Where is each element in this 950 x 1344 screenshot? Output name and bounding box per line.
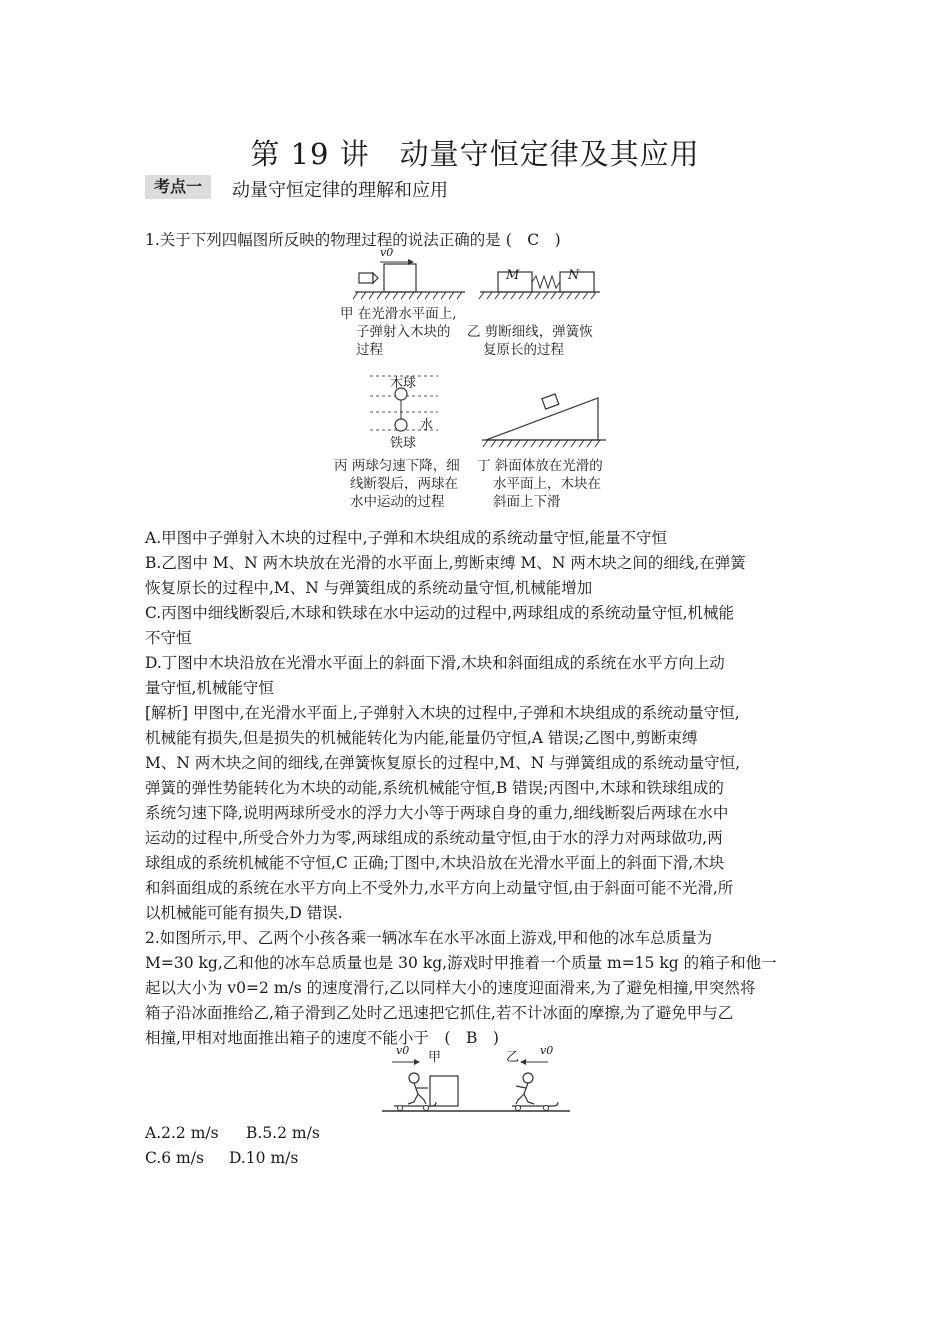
caption-yi: 乙 剪断细线，弹簧恢 复原长的过程: [467, 324, 593, 358]
fig-yi-M-label: M: [506, 268, 520, 283]
q2-option-c: C.6 m/s: [145, 1149, 204, 1167]
q1-analysis-line: 运动的过程中,所受合外力为零,两球组成的系统动量守恒,由于水的浮力对两球做功,两: [145, 829, 723, 847]
caption-jia: 甲 在光滑水平面上, 子弹射入木块的 过程: [340, 306, 457, 358]
caption-ding: 丁 斜面体放在光滑的 水平面上，木块在 斜面上下滑: [477, 458, 603, 510]
fig-jia-v0-label: v0: [380, 246, 394, 259]
q1-option-c-line1: C.丙图中细线断裂后,木球和铁球在水中运动的过程中,两球组成的系统动量守恒,机械能: [145, 604, 735, 622]
fig-bing-iron-ball-label: 铁球: [390, 436, 417, 451]
q1-option-c-line2: 不守恒: [145, 629, 192, 647]
q1-analysis-line: 系统匀速下降,说明两球所受水的浮力大小等于两球自身的重力,细线断裂后两球在水中: [145, 804, 729, 822]
figure-ding: [480, 390, 610, 448]
figure-ice-cars: [378, 1050, 578, 1116]
q1-analysis-line: 和斜面组成的系统在水平方向上不受外力,水平方向上动量守恒,由于斜面可能不光滑,所: [145, 879, 734, 897]
q2-option-d: D.10 m/s: [229, 1149, 299, 1167]
figure-yi: [478, 262, 603, 302]
section-subtitle: 动量守恒定律的理解和应用: [232, 180, 448, 201]
fig-q2-jia-label: 甲: [428, 1050, 442, 1065]
q2-stem-line: M=30 kg,乙和他的冰车总质量也是 30 kg,游戏时甲推着一个质量 m=15 kg 的箱子和他一: [145, 954, 777, 972]
q1-option-a: A.甲图中子弹射入木块的过程中,子弹和木块组成的系统动量守恒,能量不守恒: [145, 529, 667, 547]
q1-analysis-line: 球组成的系统机械能不守恒,C 正确;丁图中,木块沿放在光滑水平面上的斜面下滑,木块: [145, 854, 725, 872]
fig-q2-v0-right-label: v0: [540, 1044, 554, 1057]
q1-stem: 1.关于下列四幅图所反映的物理过程的说法正确的是 ( C ): [145, 231, 561, 249]
q1-analysis-line: 机械能有损失,但是损失的机械能转化为内能,能量仍守恒,A 错误;乙图中,剪断束缚: [145, 729, 698, 747]
q2-stem-line: 箱子沿冰面推给乙,箱子滑到乙处时乙迅速把它抓住,若不计冰面的摩擦,为了避免甲与乙: [145, 1004, 734, 1022]
fig-q2-v0-left-label: v0: [396, 1044, 410, 1057]
section-badge: 考点一: [145, 175, 211, 199]
fig-yi-N-label: N: [568, 268, 580, 283]
q1-analysis-line: M、N 两木块之间的细线,在弹簧恢复原长的过程中,M、N 与弹簧组成的系统动量守恒,: [145, 754, 741, 772]
q1-option-d-line2: 量守恒,机械能守恒: [145, 679, 274, 697]
q1-option-d-line1: D.丁图中木块沿放在光滑水平面上的斜面下滑,木块和斜面组成的系统在水平方向上动: [145, 654, 725, 672]
q1-analysis-line: 以机械能可能有损失,D 错误.: [145, 904, 343, 922]
fig-bing-wood-ball-label: 木球: [390, 376, 417, 391]
fig-q2-yi-label: 乙: [506, 1050, 520, 1065]
q2-stem-line: 起以大小为 v0=2 m/s 的速度滑行,乙以同样大小的速度迎面滑来,为了避免相撞,甲突然将: [145, 979, 756, 997]
q1-analysis-line: [解析] 甲图中,在光滑水平面上,子弹射入木块的过程中,子弹和木块组成的系统动量守恒,: [145, 704, 740, 722]
caption-bing: 丙 两球匀速下降，细 线断裂后，两球在 水中运动的过程: [334, 458, 460, 510]
q1-option-b-line2: 恢复原长的过程中,M、N 与弹簧组成的系统动量守恒,机械能增加: [145, 579, 593, 597]
page-title: 第 19 讲 动量守恒定律及其应用: [250, 137, 700, 171]
q1-analysis-line: 弹簧的弹性势能转化为木块的动能,系统机械能守恒,B 错误;丙图中,木球和铁球组成的: [145, 779, 724, 797]
fig-bing-water-label: 水: [420, 418, 434, 433]
q2-option-b: B.5.2 m/s: [246, 1124, 320, 1142]
figure-jia: [350, 252, 470, 302]
q1-option-b-line1: B.乙图中 M、N 两木块放在光滑的水平面上,剪断束缚 M、N 两木块之间的细线,在弹簧: [145, 554, 746, 572]
q2-stem-line: 相撞,甲相对地面推出箱子的速度不能小于 ( B ): [145, 1029, 499, 1047]
q2-option-a: A.2.2 m/s: [145, 1124, 219, 1142]
q2-stem-line: 2.如图所示,甲、乙两个小孩各乘一辆冰车在水平冰面上游戏,甲和他的冰车总质量为: [145, 929, 713, 947]
